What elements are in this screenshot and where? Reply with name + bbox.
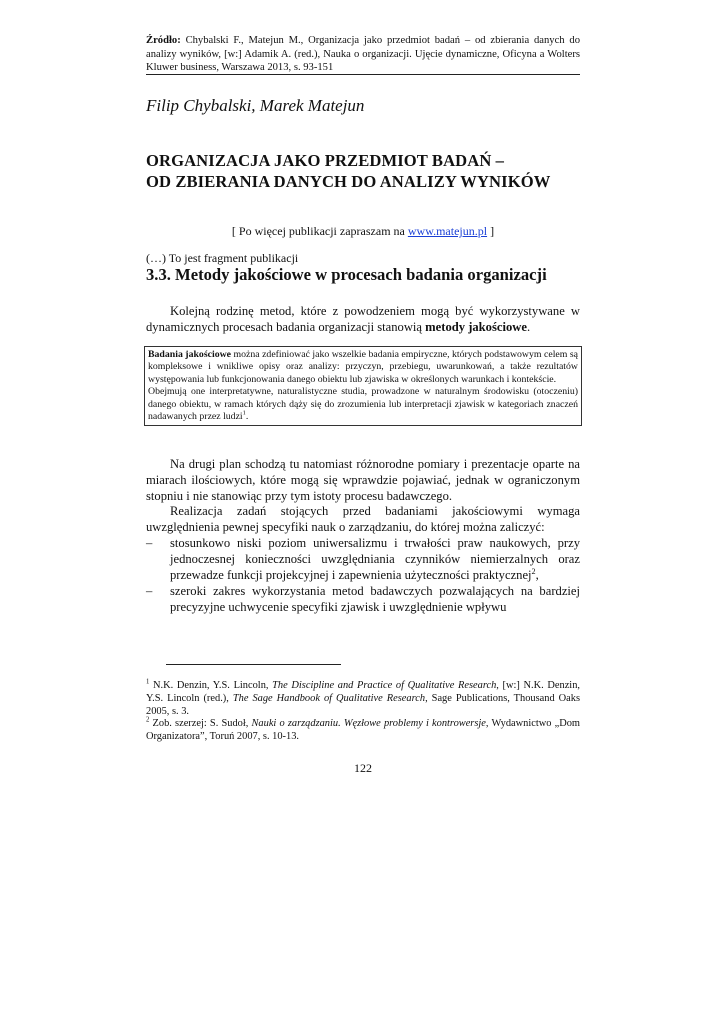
list-item-body: stosunkowo niski poziom uniwersalizmu i trwałości praw naukowych, przy jednoczesnej konieczności uwzględniania czynników niemierzalnych oraz przewadze funkcji projekcyjnej i zapewnienia użyteczności praktycznej (170, 536, 580, 582)
definition-text-2: Obejmują one interpretatywne, naturalistyczne studia, prowadzone w naturalnym środowisku (otoczeniu) danego obiektu, w ramach których dąży się do zrozumienia lub interpretacji zjawisk w kategoriach znaczeń nadawanych przez ludzi (148, 386, 578, 423)
definition-box (144, 346, 582, 426)
intro-end: . (526, 320, 531, 334)
intro-paragraph (146, 303, 580, 335)
footnote-number: 2 (146, 716, 150, 724)
promo-before: [ Po więcej publikacji zapraszam na (231, 224, 408, 238)
promo-note (146, 224, 580, 239)
footnote-text: N.K. Denzin, Y.S. Lincoln, (149, 680, 273, 691)
header-divider (146, 74, 580, 75)
footnote-text: , Wydawnictwo „Dom Organizatora”, Toruń 2007, s. 10-13. (146, 718, 581, 742)
section-heading: 3.3. Metody jakościowe w procesach badania organizacji (146, 265, 547, 284)
definition-text-1: można zdefiniować jako wszelkie badania empiryczne, których podstawowym celem są kompleksowe i wnikliwe opisy oraz analizy: przyczyn, przebiegu, uwarunkowań, a także rezultatów występowania lub funkcjonowania danego obiektu lub zjawiska w określonych warunkach i kontekście. (148, 349, 579, 385)
chapter-title-line-1: ORGANIZACJA JAKO PRZEDMIOT BADAŃ – (146, 151, 505, 170)
source-citation (146, 34, 580, 75)
intro-text: Kolejną rodzinę metod, które z powodzeniem mogą być wykorzystywane w dynamicznych procesach badania organizacji stanowią (146, 304, 580, 334)
chapter-title-line-2: OD ZBIERANIA DANYCH DO ANALIZY WYNIKÓW (146, 172, 551, 191)
paragraph-3: Realizacja zadań stojących przed badaniami jakościowymi wymaga uwzględnienia pewnej specyfiki nauk o zarządzaniu, do której można zaliczyć: (146, 504, 580, 534)
fragment-note: (…) To jest fragment publikacji (146, 251, 299, 265)
footnote-1 (146, 680, 580, 718)
footnote-text: , [w:] N.K. Denzin, Y.S. Lincoln (red.), (146, 680, 580, 704)
footnote-text: , Sage Publications, Thousand Oaks 2005, s. 3. (146, 692, 580, 717)
definition-para-1 (148, 349, 578, 386)
source-text: Chybalski F., Matejun M., Organizacja jako przedmiot badań – od zbierania danych do analizy wyników, [w:] Adamik A. (red.), Nauka o organizacji. Ujęcie dynamiczne, Oficyna a Wolters Kluwer business, Warszawa 2013, s. 93-151 (146, 35, 580, 73)
footnote-number: 1 (146, 678, 150, 686)
footnote-title: The Discipline and Practice of Qualitative Research (272, 680, 497, 691)
list-item-text (170, 583, 580, 615)
website-link[interactable]: www.matejun.pl (407, 224, 488, 238)
definition-para-2 (148, 386, 578, 423)
footnote-2 (146, 718, 580, 744)
definition-term: Badania jakościowe (148, 349, 232, 360)
page-number: 122 (354, 761, 372, 775)
authors: Filip Chybalski, Marek Matejun (146, 96, 365, 115)
paragraph-2: Na drugi plan schodzą tu natomiast różnorodne pomiary i prezentacje oparte na miarach ilościowych, które mogą się wprawdzie pojawiać, jednak w ograniczonym stopniu i nie stanowiąc przy tym istoty procesu badawczego. (146, 457, 580, 503)
list-dash: – (146, 584, 153, 598)
list-item-end: , (535, 568, 539, 582)
promo-after: ] (487, 224, 495, 238)
footnote-title: Nauki o zarządzaniu. Węzłowe problemy i kontrowersje (251, 718, 486, 729)
list-item (146, 583, 580, 623)
list-item-body: szeroki zakres wykorzystania metod badawczych pozwalających na bardziej precyzyjne uchwycenie specyfiki zjawisk i uwzględnienie wpływu (170, 584, 580, 614)
footnote-divider (166, 664, 341, 665)
footnote-ref-2[interactable]: 2 (531, 566, 536, 576)
intro-bold: metody jakościowe (425, 320, 527, 334)
definition-end: . (245, 411, 249, 423)
list-item-text (170, 535, 580, 583)
chapter-title (146, 150, 580, 192)
footnote-title: The Sage Handbook of Qualitative Research (232, 692, 426, 704)
list-dash: – (146, 536, 153, 550)
source-label: Źródło: (146, 35, 181, 46)
footnote-text: Zob. szerzej: S. Sudoł, (149, 718, 252, 729)
footnote-ref-1[interactable]: 1 (242, 409, 246, 417)
